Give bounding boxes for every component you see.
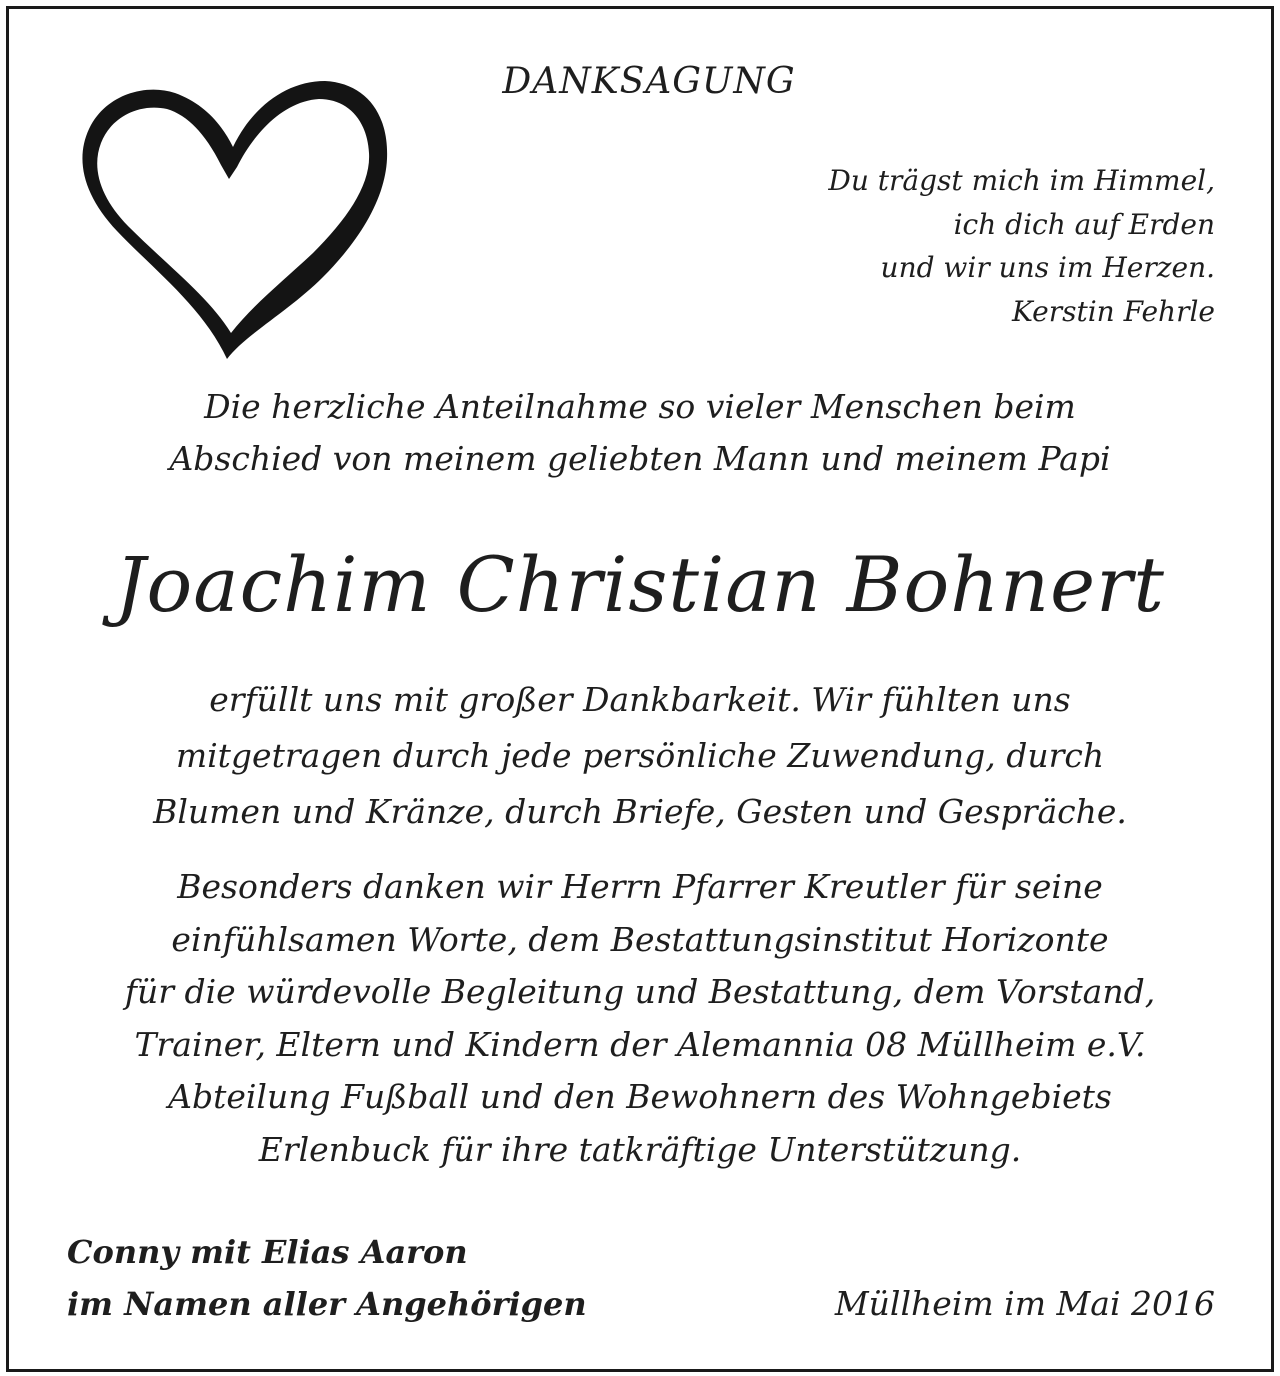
place-date: Müllheim im Mai 2016 bbox=[834, 1284, 1215, 1323]
quote-line: Du trägst mich im Himmel, bbox=[828, 164, 1215, 197]
paragraph-line: mitgetragen durch jede persönliche Zuwendung, durch bbox=[175, 736, 1105, 775]
paragraph-line: Erlenbuck für ihre tatkräftige Unterstützung. bbox=[258, 1129, 1022, 1169]
quote-line: ich dich auf Erden bbox=[953, 207, 1215, 241]
gratitude-paragraph bbox=[9, 672, 1271, 840]
paragraph-line: Blumen und Kränze, durch Briefe, Gesten und Gespräche. bbox=[153, 792, 1127, 831]
notice-heading: DANKSAGUNG bbox=[502, 61, 796, 102]
obituary-notice bbox=[6, 6, 1274, 1372]
quote-line: und wir uns im Herzen. bbox=[880, 251, 1215, 284]
intro-text bbox=[9, 381, 1271, 485]
intro-line: Abschied von meinem geliebten Mann und meinem Papi bbox=[169, 439, 1111, 478]
paragraph-line: einfühlsamen Worte, dem Bestattungsinstitut Horizonte bbox=[171, 919, 1109, 959]
quote-author: Kerstin Fehrle bbox=[1011, 294, 1215, 328]
heart-icon bbox=[75, 73, 391, 365]
paragraph-line: Abteilung Fußball und den Bewohnern des Wohngebiets bbox=[168, 1077, 1112, 1116]
paragraph-line: Besonders danken wir Herrn Pfarrer Kreutler für seine bbox=[177, 867, 1103, 906]
paragraph-line: für die würdevolle Begleitung und Bestattung, dem Vorstand, bbox=[124, 972, 1156, 1011]
signature-block bbox=[67, 1226, 587, 1330]
thanks-paragraph bbox=[9, 861, 1271, 1176]
intro-line: Die herzliche Anteilnahme so vieler Menschen beim bbox=[204, 387, 1076, 426]
paragraph-line: erfüllt uns mit großer Dankbarkeit. Wir fühlten uns bbox=[209, 680, 1071, 719]
paragraph-line: Trainer, Eltern und Kindern der Alemannia 08 Müllheim e.V. bbox=[134, 1024, 1146, 1064]
deceased-name: Joachim Christian Bohnert bbox=[115, 540, 1165, 629]
signature-line: Conny mit Elias Aaron bbox=[67, 1233, 468, 1271]
memorial-quote bbox=[828, 159, 1215, 333]
signature-line: im Namen aller Angehörigen bbox=[67, 1285, 587, 1323]
